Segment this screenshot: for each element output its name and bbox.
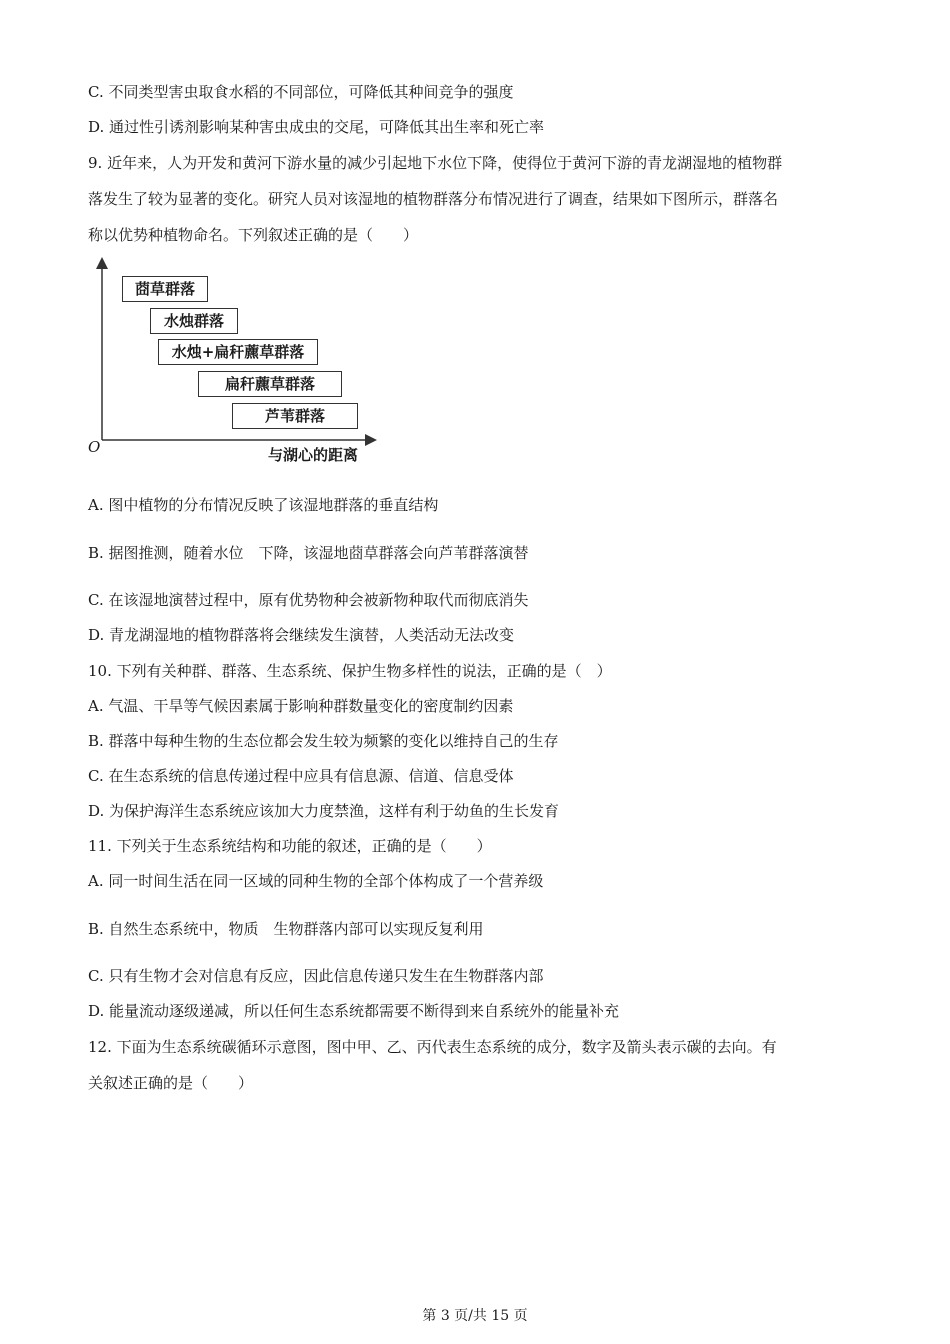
community-box: 水烛群落 — [150, 308, 238, 334]
option-line: B. 据图推测，随着水位 下降，该湿地莔草群落会向芦苇群落演替 — [88, 544, 529, 562]
community-box: 莔草群落 — [122, 276, 208, 302]
option-line: C. 在该湿地演替过程中，原有优势物种会被新物种取代而彻底消失 — [88, 591, 529, 609]
question-11-stem: 11. 下列关于生态系统结构和功能的叙述，正确的是（ ） — [88, 837, 492, 855]
option-line: A. 图中植物的分布情况反映了该湿地群落的垂直结构 — [88, 496, 439, 514]
community-box: 扁秆藨草群落 — [198, 371, 342, 397]
option-line: D. 青龙湖湿地的植物群落将会继续发生演替，人类活动无法改变 — [88, 626, 515, 644]
option-line: A. 气温、干旱等气候因素属于影响种群数量变化的密度制约因素 — [88, 697, 514, 715]
option-line: D. 为保护海洋生态系统应该加大力度禁渔，这样有利于幼鱼的生长发育 — [88, 802, 560, 820]
question-12-stem: 12. 下面为生态系统碳循环示意图，图中甲、乙、丙代表生态系统的成分，数字及箭头表示碳的去向。有 — [88, 1038, 777, 1056]
option-line: C. 在生态系统的信息传递过程中应具有信息源、信道、信息受体 — [88, 767, 514, 785]
community-box: 水烛+扁秆藨草群落 — [158, 339, 318, 365]
option-line: C. 只有生物才会对信息有反应，因此信息传递只发生在生物群落内部 — [88, 967, 544, 985]
origin-label: O — [88, 438, 101, 456]
question-10-stem: 10. 下列有关种群、群落、生态系统、保护生物多样性的说法，正确的是（ ） — [88, 662, 612, 680]
x-axis-label: 与湖心的距离 — [268, 446, 359, 464]
question-12-stem: 关叙述正确的是（ ） — [88, 1074, 254, 1092]
community-box: 芦苇群落 — [232, 403, 358, 429]
option-line: C. 不同类型害虫取食水稻的不同部位，可降低其种间竞争的强度 — [88, 83, 514, 101]
question-9-stem: 称以优势种植物命名。下列叙述正确的是（ ） — [88, 226, 419, 244]
community-distribution-diagram — [82, 252, 392, 472]
question-9-stem: 9. 近年来，人为开发和黄河下游水量的减少引起地下水位下降，使得位于黄河下游的青龙湖湿地的植物群 — [88, 154, 783, 172]
option-line: A. 同一时间生活在同一区域的同种生物的全部个体构成了一个营养级 — [88, 872, 544, 890]
option-line: D. 能量流动逐级递减，所以任何生态系统都需要不断得到来自系统外的能量补充 — [88, 1002, 620, 1020]
option-line: B. 群落中每种生物的生态位都会发生较为频繁的变化以维持自己的生存 — [88, 732, 559, 750]
option-line: D. 通过性引诱剂影响某种害虫成虫的交尾，可降低其出生率和死亡率 — [88, 118, 545, 136]
page-footer: 第 3 页/共 15 页 — [422, 1308, 528, 1324]
question-9-stem: 落发生了较为显著的变化。研究人员对该湿地的植物群落分布情况进行了调查，结果如下图所示，群落名 — [88, 190, 779, 208]
option-line: B. 自然生态系统中，物质 生物群落内部可以实现反复利用 — [88, 920, 484, 938]
